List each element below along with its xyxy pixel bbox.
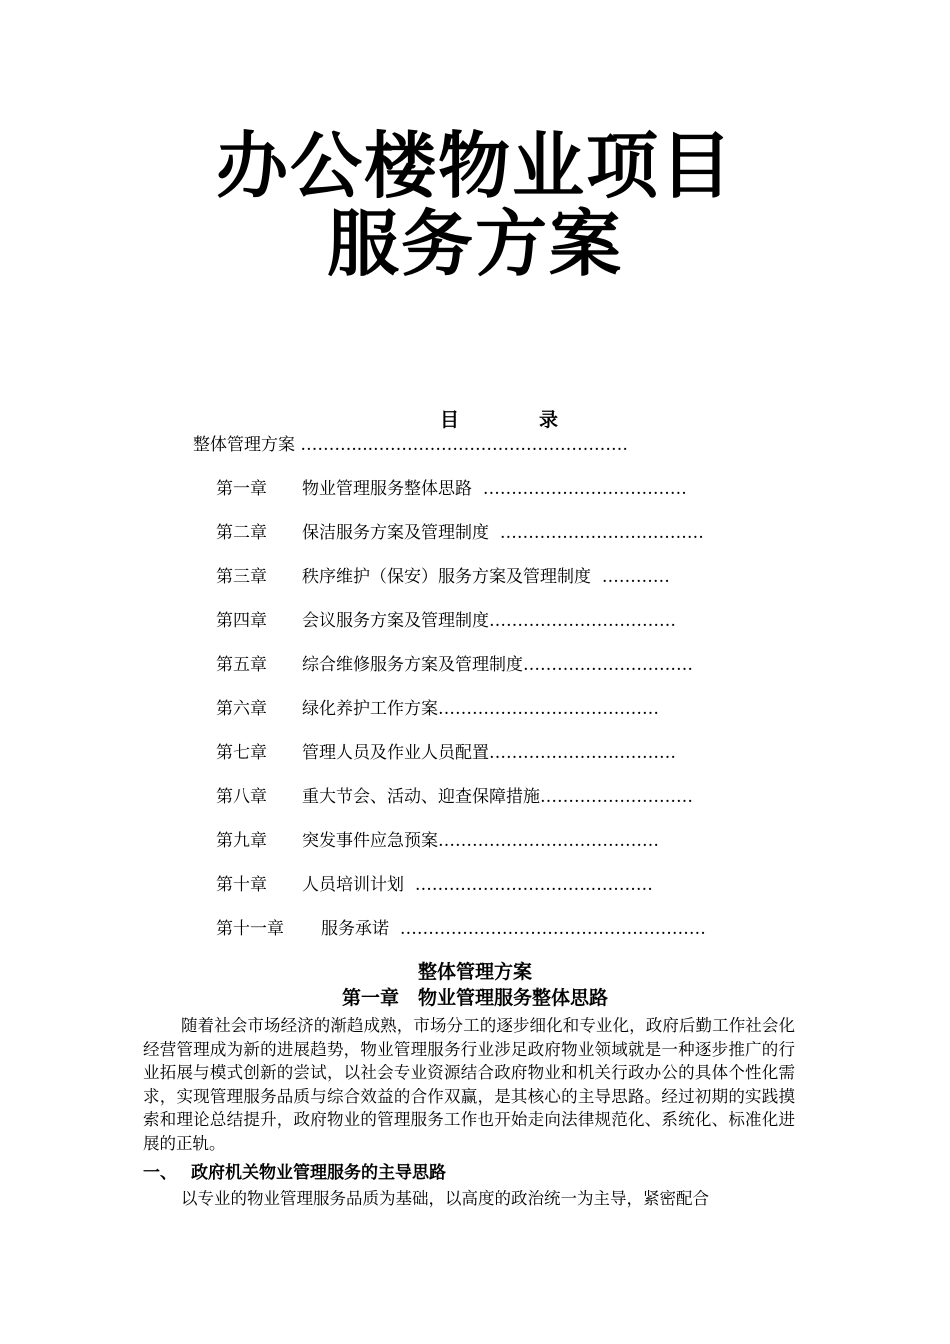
chapter-title: 第一章 物业管理服务整体思路 (341, 987, 608, 1009)
toc-entry-chapter-5[interactable] (216, 653, 693, 677)
toc-entry-leader: ………………………………… (438, 831, 659, 851)
toc-chapter-title: 突发事件应急预案 (302, 831, 438, 851)
toc-chapter-title: 管理人员及作业人员配置 (302, 743, 489, 763)
section-heading-1 (143, 1161, 446, 1185)
paragraph-text: 随着社会市场经济的渐趋成熟，市场分工的逐步细化和专业化，政府后勤工作社会化经营管理成为新的进展趋势，物业管理服务行业涉足政府物业领域就是一种逐步推广的行业拓展与模式创新的尝试，以社会专业资源结合政府物业和机关行政办公的具体个性化需求，实现管理服务品质与综合效益的合作双赢，是其核心的主导思路。经过初期的实践摸索和理论总结提升，政府物业的管理服务工作也开始走向法律规范化、系统化、标准化进展的正轨。 (143, 1016, 795, 1153)
toc-heading-right: 录 (539, 409, 559, 431)
toc-entry-chapter-9[interactable] (216, 829, 659, 853)
toc-entry-chapter-2[interactable] (216, 521, 704, 545)
toc-heading-left: 目 (440, 409, 460, 431)
toc-entry-leader: ………………………… (523, 655, 693, 675)
toc-chapter-title: 服务承诺 (321, 919, 389, 939)
document-title-line-1: 办公楼物业项目 (215, 124, 734, 208)
toc-chapter-title: 重大节会、活动、迎查保障措施 (302, 787, 540, 807)
toc-chapter-number: 第十章 (216, 875, 267, 895)
toc-chapter-title: 会议服务方案及管理制度 (302, 611, 489, 631)
toc-chapter-title: 绿化养护工作方案 (302, 699, 438, 719)
toc-chapter-number: 第三章 (216, 567, 267, 587)
toc-chapter-number: 第九章 (216, 831, 267, 851)
toc-chapter-title: 秩序维护（保安）服务方案及管理制度 (302, 567, 591, 587)
toc-chapter-number: 第八章 (216, 787, 267, 807)
toc-chapter-number: 第十一章 (216, 919, 284, 939)
toc-entry-leader: …………………………… (489, 743, 676, 763)
toc-chapter-title: 保洁服务方案及管理制度 (302, 523, 489, 543)
toc-entry-leader: ……………………………………………… (399, 919, 706, 939)
toc-heading (440, 405, 558, 432)
section-title: 整体管理方案 (417, 961, 532, 983)
toc-entry-chapter-4[interactable] (216, 609, 676, 633)
toc-entry-leader: ……………………………… (499, 523, 704, 543)
toc-entry-overall[interactable] (193, 433, 628, 457)
body-paragraph-1 (143, 1014, 795, 1155)
toc-entry-chapter-3[interactable] (216, 565, 670, 589)
toc-chapter-number: 第六章 (216, 699, 267, 719)
toc-chapter-title: 物业管理服务整体思路 (302, 479, 472, 499)
toc-entry-leader: ………………………………… (438, 699, 659, 719)
toc-entry-chapter-6[interactable] (216, 697, 659, 721)
toc-entry-leader: …………………………… (489, 611, 676, 631)
toc-entry-leader: …………………………………… (414, 875, 653, 895)
toc-entry-chapter-1[interactable] (216, 477, 687, 501)
toc-chapter-number: 第四章 (216, 611, 267, 631)
document-title-line-2: 服务方案 (326, 202, 623, 286)
toc-entry-leader: ………....……………………………………… (300, 435, 629, 455)
toc-chapter-number: 第七章 (216, 743, 267, 763)
toc-entry-leader: ……………………………… (482, 479, 687, 499)
toc-entry-label: 整体管理方案 (193, 435, 295, 455)
heading-number: 一、 (143, 1163, 177, 1183)
toc-entry-chapter-8[interactable] (216, 785, 693, 809)
toc-entry-chapter-10[interactable] (216, 873, 653, 897)
toc-chapter-number: 第一章 (216, 479, 267, 499)
toc-entry-chapter-11[interactable] (216, 917, 706, 941)
body-paragraph-2 (143, 1187, 795, 1211)
toc-entry-leader: ……………………… (540, 787, 693, 807)
toc-entry-leader: ………… (601, 567, 670, 587)
toc-chapter-number: 第五章 (216, 655, 267, 675)
toc-chapter-title: 综合维修服务方案及管理制度 (302, 655, 523, 675)
toc-chapter-title: 人员培训计划 (302, 875, 404, 895)
paragraph-text: 以专业的物业管理服务品质为基础，以高度的政治统一为主导，紧密配合 (181, 1189, 709, 1208)
toc-chapter-number: 第二章 (216, 523, 267, 543)
heading-text: 政府机关物业管理服务的主导思路 (191, 1163, 446, 1183)
toc-entry-chapter-7[interactable] (216, 741, 676, 765)
